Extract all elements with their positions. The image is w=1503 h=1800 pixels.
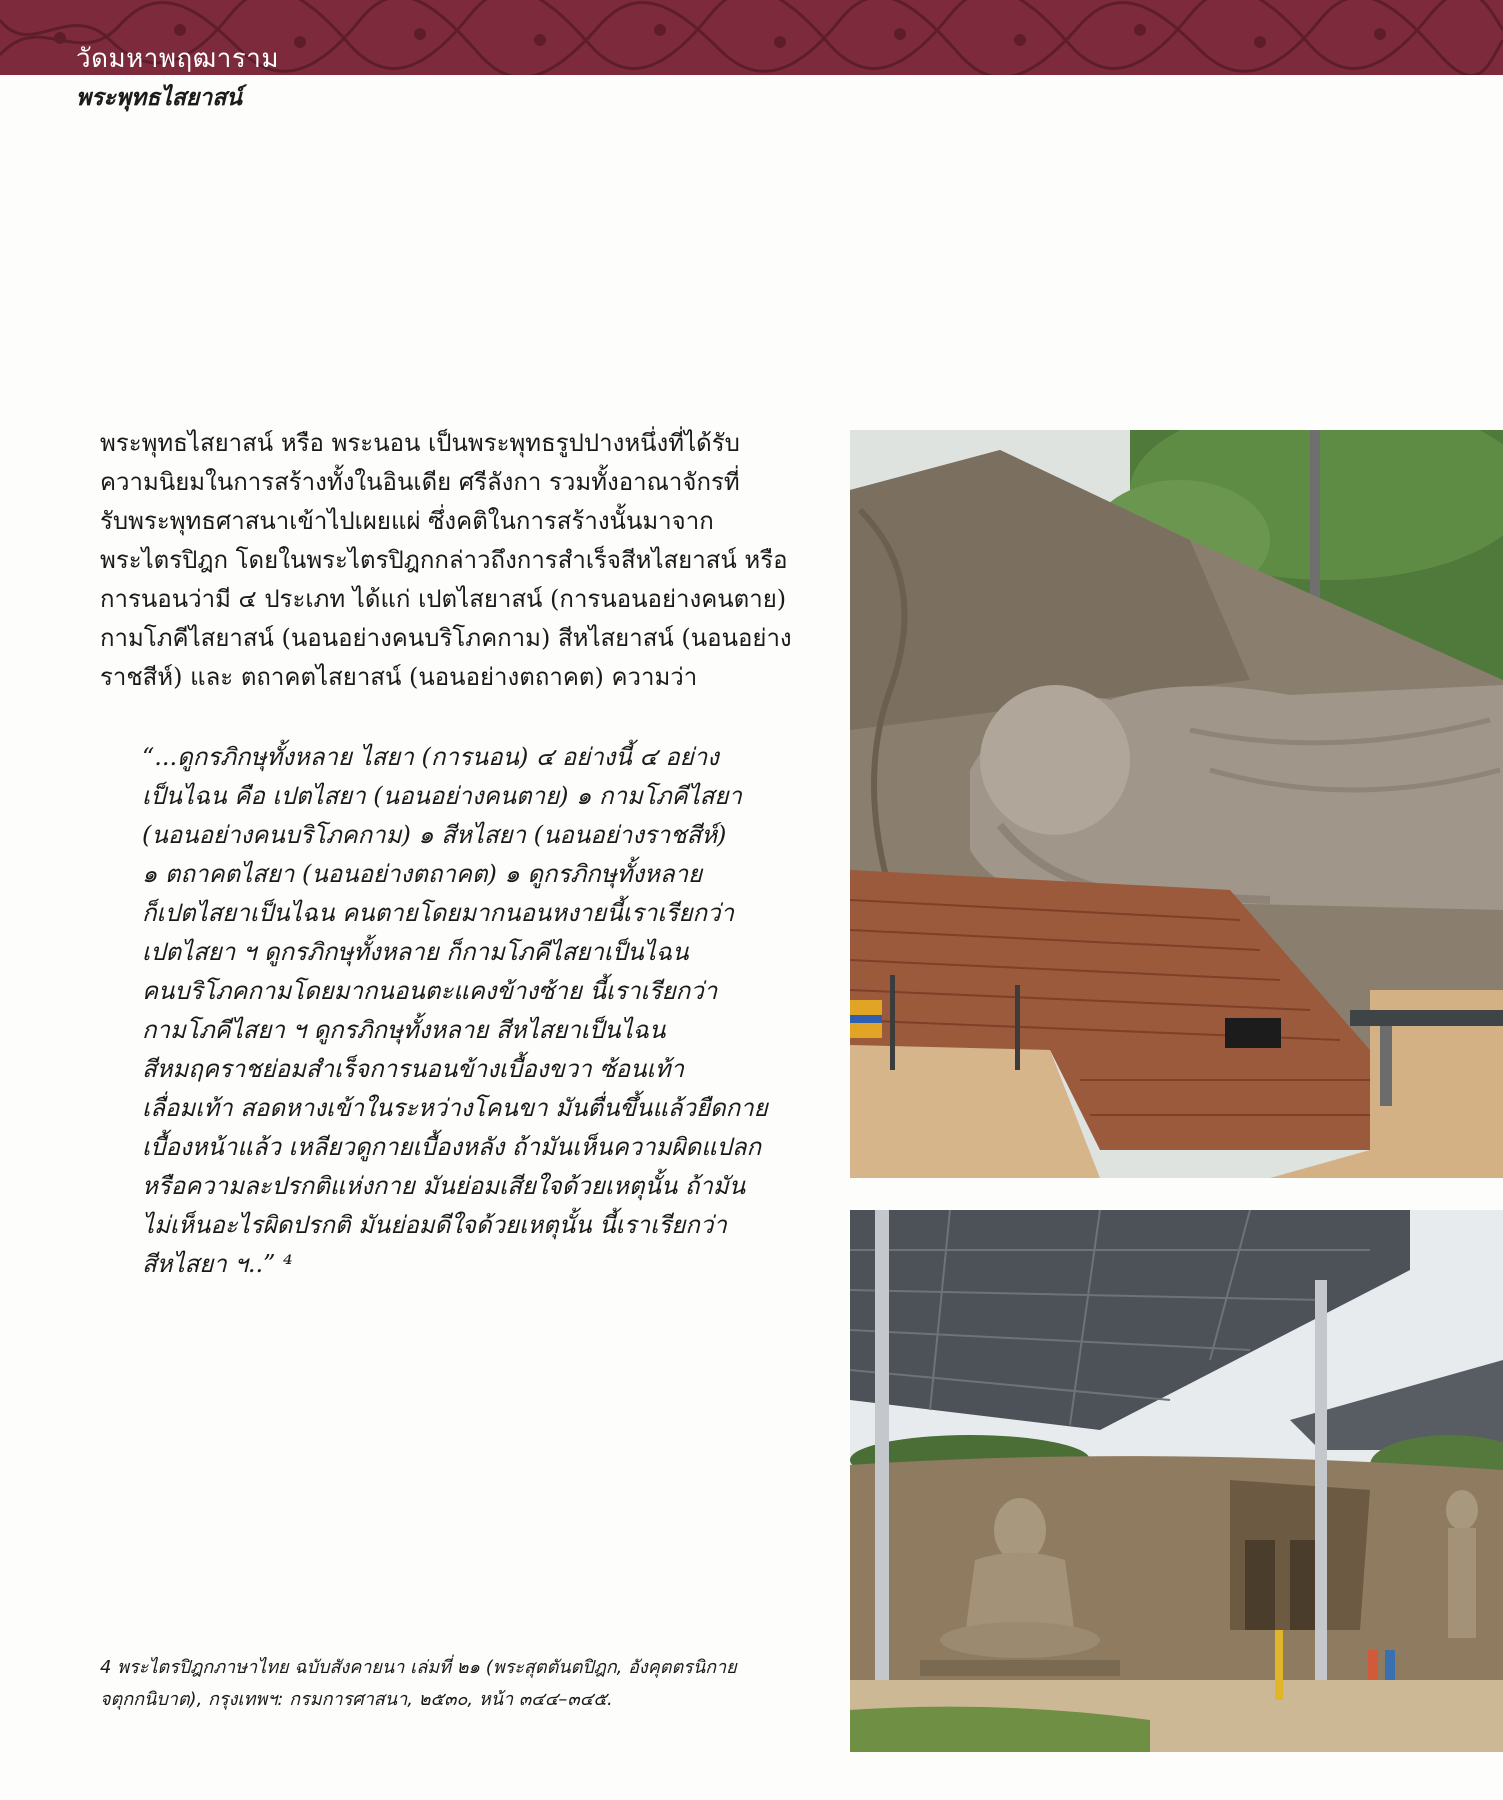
body-line: กามโภคีไสยาสน์ (นอนอย่างคนบริโภคกาม) สีหไสยาสน์ (นอนอย่าง xyxy=(100,624,792,652)
body-paragraph xyxy=(100,424,816,697)
body-line: รับพระพุทธศาสนาเข้าไปเผยแผ่ ซึ่งคติในการสร้างนั้นมาจาก xyxy=(100,507,714,535)
quote-line: เป็นไฉน คือ เปตไสยา (นอนอย่างคนตาย) ๑ กามโภคีไสยา xyxy=(142,782,742,810)
quote-line: ก็เปตไสยาเป็นไฉน คนตายโดยมากนอนหงายนี้เราเรียกว่า xyxy=(142,899,734,927)
quote-line: สีหไสยา ฯ..” ⁴ xyxy=(142,1250,293,1278)
header-title: วัดมหาพฤฒาราม xyxy=(76,44,280,74)
body-line: พระพุทธไสยาสน์ หรือ พระนอน เป็นพระพุทธรูปปางหนึ่งที่ได้รับ xyxy=(100,429,740,457)
section-subtitle: พระพุทธไสยาสน์ xyxy=(76,85,242,111)
body-line: พระไตรปิฎก โดยในพระไตรปิฎกกล่าวถึงการสำเร็จสีหไสยาสน์ หรือ xyxy=(100,546,788,574)
quote-line: เลื่อมเท้า สอดหางเข้าในระหว่างโคนขา มันตื่นขึ้นแล้วยืดกาย xyxy=(142,1094,768,1122)
header-band xyxy=(0,0,1503,75)
body-line: การนอนว่ามี ๔ ประเภท ได้แก่ เปตไสยาสน์ (การนอนอย่างคนตาย) xyxy=(100,585,787,613)
quote-line: (นอนอย่างคนบริโภคกาม) ๑ สีหไสยา (นอนอย่างราชสีห์) xyxy=(142,821,727,849)
body-line: ราชสีห์) และ ตถาคตไสยาสน์ (นอนอย่างตถาคต) ความว่า xyxy=(100,663,698,691)
quote-line: กามโภคีไสยา ฯ ดูกรภิกษุทั้งหลาย สีหไสยาเป็นไฉน xyxy=(142,1016,666,1044)
gal-vihara-photo xyxy=(850,1210,1503,1752)
quote-line: ๑ ตถาคตไสยา (นอนอย่างตถาคต) ๑ ดูกรภิกษุทั้งหลาย xyxy=(142,860,703,888)
scripture-quote xyxy=(142,738,782,1284)
footnote-line: 4 พระไตรปิฎกภาษาไทย ฉบับสังคายนา เล่มที่ ๒๑ (พระสุตตันตปิฎก, อังคุตตรนิกาย xyxy=(100,1657,737,1678)
body-line: ความนิยมในการสร้างทั้งในอินเดีย ศรีลังกา รวมทั้งอาณาจักรที่ xyxy=(100,468,740,496)
footnote xyxy=(100,1652,820,1716)
quote-line: หรือความละปรกติแห่งกาย มันย่อมเสียใจด้วยเหตุนั้น ถ้ามัน xyxy=(142,1172,746,1200)
quote-line: คนบริโภคกามโดยมากนอนตะแคงข้างซ้าย นี้เราเรียกว่า xyxy=(142,977,718,1005)
footnote-line: จตุกกนิบาต), กรุงเทพฯ: กรมการศาสนา, ๒๕๓๐, หน้า ๓๔๔–๓๔๕. xyxy=(100,1689,613,1710)
reclining-buddha-photo xyxy=(850,430,1503,1178)
quote-line: เปตไสยา ฯ ดูกรภิกษุทั้งหลาย ก็กามโภคีไสยาเป็นไฉน xyxy=(142,938,689,966)
quote-line: เบื้องหน้าแล้ว เหลียวดูกายเบื้องหลัง ถ้ามันเห็นความผิดแปลก xyxy=(142,1133,762,1161)
quote-line: “...ดูกรภิกษุทั้งหลาย ไสยา (การนอน) ๔ อย่างนี้ ๔ อย่าง xyxy=(142,743,719,771)
quote-line: สีหมฤคราชย่อมสำเร็จการนอนข้างเบื้องขวา ซ้อนเท้า xyxy=(142,1055,685,1083)
quote-line: ไม่เห็นอะไรผิดปรกติ มันย่อมดีใจด้วยเหตุนั้น นี้เราเรียกว่า xyxy=(142,1211,727,1239)
